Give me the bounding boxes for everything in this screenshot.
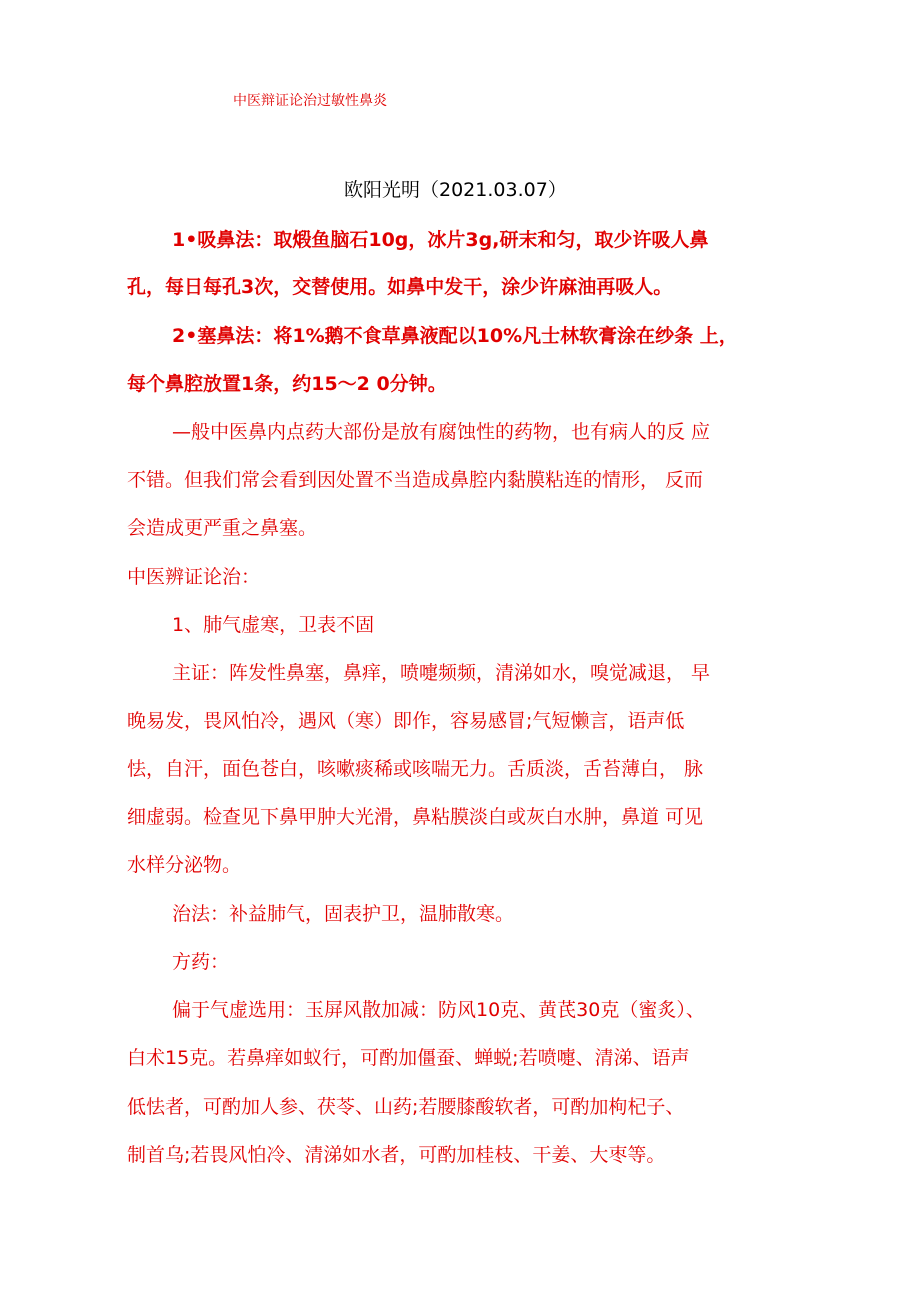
symptoms-line-3: 怯，自汗，面色苍白，咳嗽痰稀或咳喘无力。舌质淡，舌苔薄白， 脉: [127, 758, 704, 780]
para-2-line-2: 每个鼻腔放置1条，约15〜2 0分钟。: [127, 373, 447, 395]
symptoms-line-5: 水样分泌物。: [127, 854, 242, 876]
document-header: 中医辩证论治过敏性鼻炎: [233, 93, 387, 109]
treatment-method: 治法：补益肺气，固表护卫，温肺散寒。: [172, 903, 515, 925]
symptoms-line-2: 晚易发，畏风怕冷，遇风（寒）即作，容易感冒;气短懒言，语声低: [127, 710, 685, 732]
symptoms-line-1: 主证：阵发性鼻塞，鼻痒，喷嚏频频，清涕如水，嗅觉减退， 早: [172, 662, 711, 684]
symptoms-line-4: 细虚弱。检查见下鼻甲肿大光滑，鼻粘膜淡白或灰白水肿，鼻道 可见: [127, 806, 704, 828]
author-date-title: 欧阳光明（2021.03.07）: [344, 179, 567, 201]
para-3-line-3: 会造成更严重之鼻塞。: [127, 517, 318, 539]
prescription-line-1: 偏于气虚选用：玉屏风散加减：防风10克、黄芪30克（蜜炙）、: [172, 999, 705, 1021]
para-3-line-1: —般中医鼻内点药大部份是放有腐蚀性的药物，也有病人的反 应: [172, 421, 711, 443]
subheading-1: 1、肺气虚寒，卫表不固: [172, 614, 375, 636]
para-2-line-1: 2•塞鼻法：将1%鹅不食草鼻液配以10%凡士林软膏涂在纱条 上，: [172, 325, 738, 347]
para-1-line-2: 孔，每日每孔3次，交替使用。如鼻中发干，涂少许麻油再吸人。: [127, 276, 673, 298]
section-heading: 中医辨证论治：: [127, 566, 261, 588]
prescription-line-3: 低怯者，可酌加人参、茯苓、山药;若腰膝酸软者，可酌加枸杞子、: [127, 1096, 685, 1118]
para-1-line-1: 1•吸鼻法：取煅鱼脑石10g，冰片3g,研末和匀，取少许吸人鼻: [172, 229, 709, 251]
prescription-line-2: 白术15克。若鼻痒如蚁行，可酌加僵蚕、蝉蜕;若喷嚏、清涕、语声: [127, 1047, 690, 1069]
prescription-label: 方药：: [172, 951, 230, 973]
prescription-line-4: 制首乌;若畏风怕冷、清涕如水者，可酌加桂枝、干姜、大枣等。: [127, 1144, 666, 1166]
para-3-line-2: 不错。但我们常会看到因处置不当造成鼻腔内黏膜粘连的情形， 反而: [127, 469, 704, 491]
